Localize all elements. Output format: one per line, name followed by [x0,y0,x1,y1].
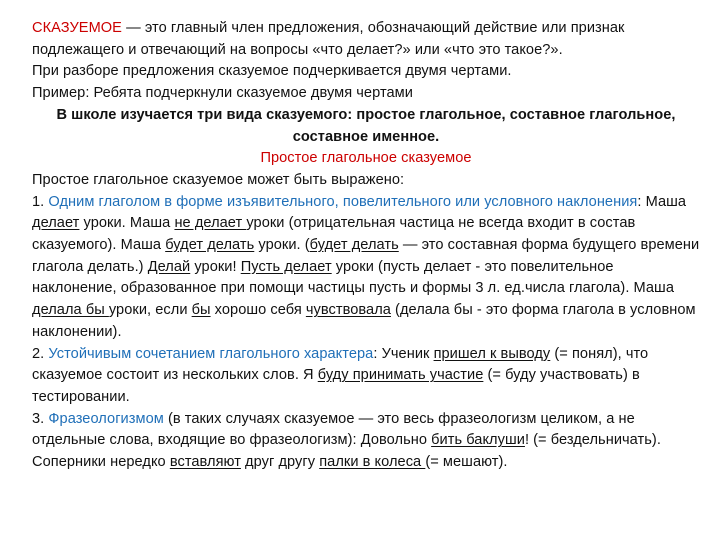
item-text: : Маша [637,193,687,210]
predicate-underlined: делала бы [32,302,109,319]
item-text: (в таких случаях сказуемое — это весь фразеологизм целиком, а не отдельные слова, входящие во фразеологизм): Довольно [32,410,635,449]
item-text: друг другу [240,454,320,471]
item-text: (делала бы - это форма глагола в условном наклонении). [32,302,696,340]
definition-paragraph [32,18,700,61]
predicate-underlined: будет делать [309,237,399,254]
underline-rule: При разборе предложения сказуемое подчеркивается двумя чертами. [32,63,512,80]
item-text: уроки, если [108,302,192,319]
predicate-underlined: Пусть делает [240,258,332,275]
item-lead: Фразеологизмом [48,410,164,427]
predicate-underlined: не делает [174,215,247,232]
predicate-underlined: пришел к выводу [433,345,551,362]
item-text: хорошо себя [210,302,306,319]
item-text: : Ученик [373,345,434,362]
text-block [32,18,700,474]
predicate-underlined: вставляют [169,454,241,471]
predicate-underlined: бы [191,302,211,319]
item-text: ! (= бездельничать). Соперники нередко [32,432,661,471]
definition-text: — это главный член предложения, обозначающий действие или признак подлежащего и отвечающий на вопросы «что делает?» или «что это такое?». [32,20,625,58]
item-text: уроки! [190,258,241,275]
predicate-underlined: будет делать [165,237,255,254]
item-lead: Одним глаголом в форме изъявительного, повелительного или условного наклонения [48,193,638,210]
item-text: уроки (пусть делает - это повелительное наклонение, образованное при помощи частицы пусть и формы 3 л. ед.числа глагола). Маша [32,258,674,297]
item-text: (= мешают). [425,454,508,471]
item-number: 2. [32,345,49,362]
example-line: Пример: Ребята подчеркнули сказуемое двумя чертами [32,85,413,102]
term-skazuemoe: СКАЗУЕМОЕ [32,20,122,36]
item-number: 3. [32,410,49,427]
item-lead: Устойчивым сочетанием глагольного характера [48,345,374,362]
intro-line: Простое глагольное сказуемое может быть выражено: [32,171,405,188]
predicate-underlined: бить баклуши [431,432,525,449]
item-text: уроки. Маша [79,215,175,232]
section-title: Простое глагольное сказуемое [260,150,472,167]
list-item-1 [32,192,700,344]
item-text: уроки (отрицательная частица не всегда входит в состав сказуемого). Маша [32,215,636,254]
item-text: (= буду участвовать) в тестировании. [32,367,640,405]
predicate-underlined: делает [32,215,80,232]
item-number: 1. [32,193,49,210]
predicate-underlined: чувствовала [305,302,391,319]
item-text: (= понял), что сказуемое состоит из нескольких слов. Я [32,345,649,384]
predicate-underlined: Делай [147,258,191,275]
types-heading: В школе изучается три вида сказуемого: простое глагольное, составное глагольное, составное именное. [56,106,676,145]
list-item-2 [32,344,700,409]
item-text: — это составная форма будущего времени глагола делать.) [32,237,700,275]
predicate-underlined: буду принимать участие [317,367,484,384]
item-text: уроки. ( [254,237,310,254]
list-item-3 [32,409,700,474]
predicate-underlined: палки в колеса [319,454,426,471]
